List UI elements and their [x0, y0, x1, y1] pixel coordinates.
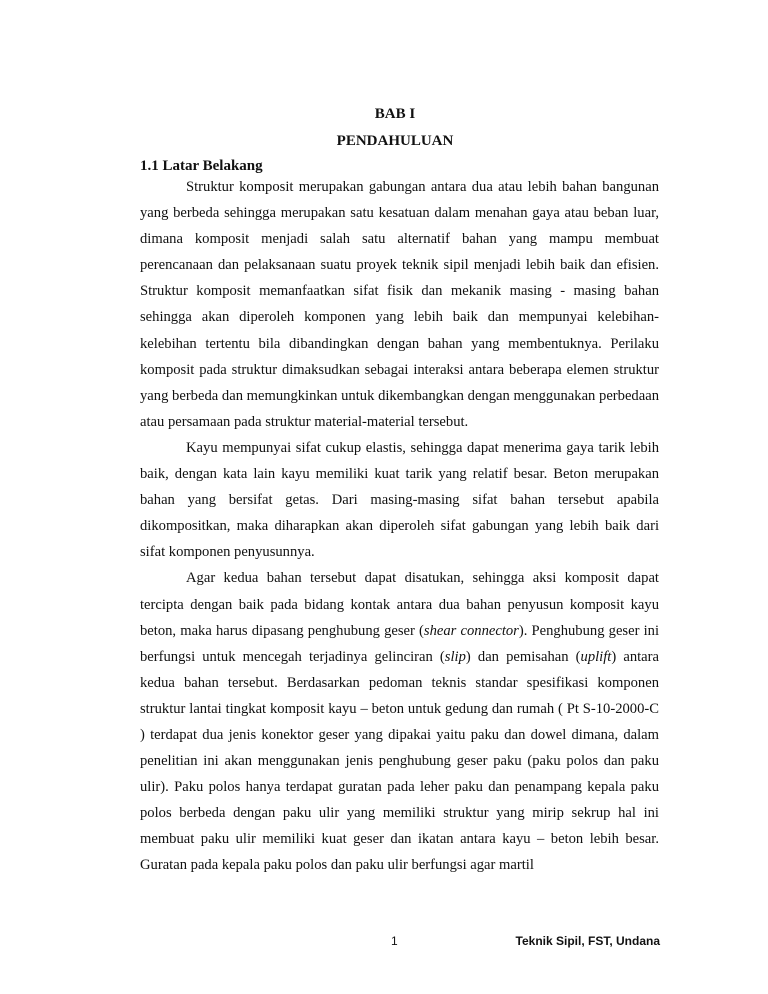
paragraph-3: [140, 565, 659, 878]
body-text: [140, 174, 659, 879]
term-uplift: uplift: [580, 648, 612, 665]
paragraph-3-text-1: Agar kedua bahan tersebut dapat disatukan, sehingga aksi komposit dapat tercipta dengan baik pada bidang kontak antara dua bahan penyusun komposit kayu beton, maka harus dipasang penghubung geser (: [140, 570, 659, 639]
term-slip: slip: [444, 648, 466, 665]
page-number: 1: [391, 934, 398, 948]
paragraph-3-text-2: ). Penghubung geser ini berfungsi untuk mencegah terjadinya gelinciran (: [140, 622, 660, 665]
paragraph-2: Kayu mempunyai sifat cukup elastis, sehingga dapat menerima gaya tarik lebih baik, dengan kata lain kayu memiliki kuat tarik yang relatif besar. Beton merupakan bahan yang bersifat getas. Dari masing-masing sifat bahan tersebut apabila dikompositkan, maka diharapkan akan diperoleh sifat gabungan yang lebih baik dari sifat komponen penyusunnya.: [140, 439, 659, 561]
chapter-number: BAB I: [374, 106, 416, 122]
term-shear-connector: shear connector: [423, 622, 519, 639]
footer-institution: Teknik Sipil, FST, Undana: [515, 934, 660, 948]
section-title: 1.1 Latar Belakang: [140, 158, 263, 174]
paragraph-3-text-4: ) antara kedua bahan tersebut. Berdasarkan pedoman teknis standar spesifikasi komponen struktur lantai tingkat komposit kayu – beton untuk gedung dan rumah ( Pt S-10-2000-C ) terdapat dua jenis konektor geser yang dipakai yaitu paku dan dowel dimana, dalam penelitian ini akan menggunakan jenis penghubung geser paku (paku polos dan paku ulir). Paku polos hanya terdapat guratan pada leher paku dan penampang kepala paku polos berbeda dengan paku ulir yang memiliki struktur yang mirip sekrup hal ini membuat paku ulir memiliki kuat geser dan ikatan antara kayu – beton lebih besar. Guratan pada kepala paku polos dan paku ulir berfungsi agar martil: [140, 648, 659, 874]
chapter-title: PENDAHULUAN: [336, 133, 454, 149]
paragraph-3-text-3: ) dan pemisahan (: [465, 648, 581, 665]
paragraph-1: Struktur komposit merupakan gabungan antara dua atau lebih bahan bangunan yang berbeda sehingga merupakan satu kesatuan dalam menahan gaya atau beban luar, dimana komposit menjadi salah satu alternatif bahan yang mampu membuat perencanaan dan pelaksanaan suatu proyek teknik sipil menjadi lebih baik dan efisien. Struktur komposit memanfaatkan sifat fisik dan mekanik masing - masing bahan sehingga akan diperoleh komponen yang lebih baik dan mempunyai kelebihan-kelebihan tertentu bila dibandingkan dengan bahan yang membentuknya. Perilaku komposit pada struktur dimaksudkan sebagai interaksi antara beberapa elemen struktur yang berbeda dan memungkinkan untuk dikembangkan dengan menggunakan perbedaan atau persamaan pada struktur material-material tersebut.: [140, 179, 659, 430]
